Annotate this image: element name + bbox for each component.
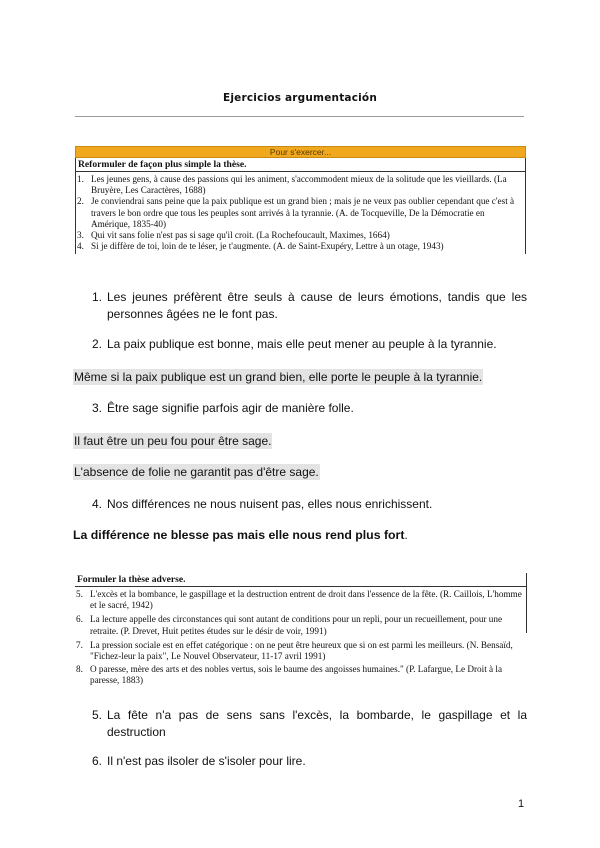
exercise-excerpt-1 — [75, 146, 526, 268]
list-item: 4. Si je diffère de toi, loin de te léser, je t'augmente. (A. de Saint-Exupéry, Lettre à un otage, 1943) — [77, 241, 444, 252]
list-item: 1. Les jeunes gens, à cause des passions qui les animent, s'accommodent mieux de la solitude que les vieillards. (La Bruyère, Les Caractères, 1688) — [77, 174, 507, 196]
title-divider — [75, 116, 524, 117]
list-item: 3. Qui vit sans folie n'est pas si sage qu'il croit. (La Rochefoucault, Maximes, 1664) — [77, 230, 390, 241]
answer-3-highlight-2: L'absence de folie ne garantit pas d'être sage. — [74, 465, 319, 479]
list-item: 2. Je conviendrai sans peine que la paix publique est un grand bien ; mais je ne veux pas oublier cependant que c'est à travers le bon ordre que tous les peuples sont arrivés à la tyrannie. (A. de Tocqueville, De la Démocratie en Amérique, 1835-40) — [77, 196, 515, 229]
answer-2-highlight: Même si la paix publique est un grand bien, elle porte le peuple à la tyrannie. — [74, 370, 483, 384]
page-number: 1 — [518, 798, 525, 810]
answer-4: 4. Nos différences ne nous nuisent pas, elles nous enrichissent. — [92, 497, 433, 511]
answer-5: 5. La fête n'a pas de sens sans l'excès, la bombarde, le gaspillage et la destruction — [92, 708, 527, 739]
list-item: 8. O paresse, mère des arts et des nobles vertus, sois le baume des angoisses humaines." (P. Lafargue, Le Droit à la paresse, 1883) — [76, 664, 503, 686]
answer-4-bold: La différence ne blesse pas mais elle nous rend plus fort. — [73, 528, 408, 542]
document-title: Ejercicios argumentación — [222, 92, 378, 104]
excerpt-border — [526, 573, 527, 633]
answer-6: 6. Il n'est pas ilsoler de s'isoler pour lire. — [92, 754, 306, 768]
list-item: 6. La lecture appelle des circonstances qui sont autant de conditions pour un repli, pour un recueillement, pour une retraite. (P. Drevet, Huit petites études sur le désir de voir, 1991) — [76, 614, 503, 636]
answer-3: 3. Être sage signifie parfois agir de manière folle. — [92, 401, 354, 415]
excerpt-heading: Reformuler de façon plus simple la thèse. — [78, 159, 247, 170]
exercise-excerpt-2 — [75, 573, 526, 687]
excerpt-heading: Formuler la thèse adverse. — [77, 574, 186, 585]
answer-2: 2. La paix publique est bonne, mais elle peut mener au peuple à la tyrannie. — [92, 337, 497, 351]
excerpt-box — [75, 158, 526, 254]
exercise-band: Pour s'exercer... — [75, 146, 526, 158]
excerpt-list — [75, 589, 526, 687]
excerpt-rule — [76, 171, 525, 172]
list-item: 7. La pression sociale est en effet catégorique : on ne peut être heureux que si on est parmi les meilleurs. (N. Bensaïd, "Fichez-leur la paix", Le Nouvel Observateur, 11-17 avril 1991) — [76, 639, 513, 662]
excerpt-list — [76, 174, 525, 252]
answer-3-highlight-1: Il faut être un peu fou pour être sage. — [74, 434, 272, 448]
list-item: 5. L'excès et la bombance, le gaspillage et la destruction entrent de droit dans l'essence de la fête. (R. Caillois, L'homme et le sacré, 1942) — [76, 589, 522, 611]
excerpt-rule — [75, 586, 526, 587]
answer-1: 1. Les jeunes préfèrent être seuls à cause de leurs émotions, tandis que les personnes âgées ne le font pas. — [92, 290, 527, 321]
